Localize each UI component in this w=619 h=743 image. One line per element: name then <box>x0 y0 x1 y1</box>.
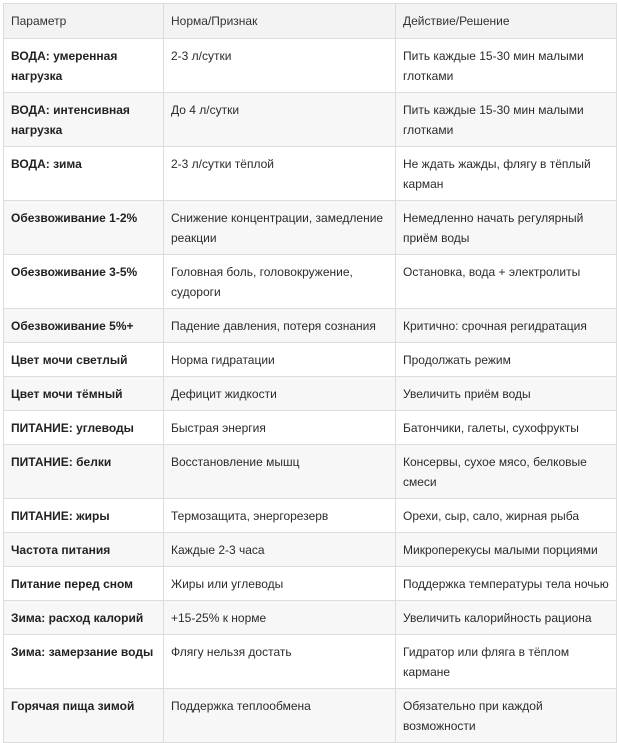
cell-parameter: ВОДА: интенсивная нагрузка <box>4 93 164 147</box>
cell-parameter: Частота питания <box>4 533 164 567</box>
cell-action: Пить каждые 15-30 мин малыми глотками <box>396 39 617 93</box>
cell-action: Гидратор или фляга в тёплом кармане <box>396 635 617 689</box>
table-row <box>4 201 617 255</box>
table-row <box>4 445 617 499</box>
cell-parameter: Обезвоживание 5%+ <box>4 309 164 343</box>
cell-norm: Головная боль, головокружение, судороги <box>164 255 396 309</box>
cell-parameter: ПИТАНИЕ: углеводы <box>4 411 164 445</box>
table-row <box>4 689 617 743</box>
cell-action: Орехи, сыр, сало, жирная рыба <box>396 499 617 533</box>
cell-parameter: Цвет мочи светлый <box>4 343 164 377</box>
cell-norm: Быстрая энергия <box>164 411 396 445</box>
cell-parameter: Цвет мочи тёмный <box>4 377 164 411</box>
table-row <box>4 255 617 309</box>
cell-parameter: Обезвоживание 3-5% <box>4 255 164 309</box>
cell-norm: Флягу нельзя достать <box>164 635 396 689</box>
cell-action: Увеличить приём воды <box>396 377 617 411</box>
cell-parameter: ВОДА: зима <box>4 147 164 201</box>
table-row <box>4 635 617 689</box>
table-row <box>4 601 617 635</box>
cell-action: Немедленно начать регулярный приём воды <box>396 201 617 255</box>
table-row <box>4 309 617 343</box>
table-header <box>4 4 617 39</box>
cell-action: Не ждать жажды, флягу в тёплый карман <box>396 147 617 201</box>
data-table <box>3 3 617 743</box>
cell-action: Обязательно при каждой возможности <box>396 689 617 743</box>
table-row <box>4 499 617 533</box>
cell-norm: Дефицит жидкости <box>164 377 396 411</box>
table-row <box>4 93 617 147</box>
cell-parameter: Зима: замерзание воды <box>4 635 164 689</box>
cell-norm: Каждые 2-3 часа <box>164 533 396 567</box>
cell-norm: Термозащита, энергорезерв <box>164 499 396 533</box>
cell-norm: До 4 л/сутки <box>164 93 396 147</box>
column-header-action: Действие/Решение <box>396 4 617 39</box>
cell-norm: Жиры или углеводы <box>164 567 396 601</box>
table-row <box>4 567 617 601</box>
cell-parameter: Горячая пища зимой <box>4 689 164 743</box>
cell-norm: Поддержка теплообмена <box>164 689 396 743</box>
cell-norm: 2-3 л/сутки <box>164 39 396 93</box>
cell-parameter: Питание перед сном <box>4 567 164 601</box>
table-row <box>4 411 617 445</box>
cell-parameter: ПИТАНИЕ: белки <box>4 445 164 499</box>
column-header-norm: Норма/Признак <box>164 4 396 39</box>
cell-action: Продолжать режим <box>396 343 617 377</box>
cell-action: Пить каждые 15-30 мин малыми глотками <box>396 93 617 147</box>
table-row <box>4 377 617 411</box>
header-row <box>4 4 617 39</box>
column-header-parameter: Параметр <box>4 4 164 39</box>
cell-norm: Норма гидратации <box>164 343 396 377</box>
cell-action: Увеличить калорийность рациона <box>396 601 617 635</box>
cell-norm: 2-3 л/сутки тёплой <box>164 147 396 201</box>
cell-action: Критично: срочная регидратация <box>396 309 617 343</box>
cell-parameter: Зима: расход калорий <box>4 601 164 635</box>
cell-norm: Падение давления, потеря сознания <box>164 309 396 343</box>
cell-parameter: ВОДА: умеренная нагрузка <box>4 39 164 93</box>
cell-parameter: ПИТАНИЕ: жиры <box>4 499 164 533</box>
table-body <box>4 39 617 743</box>
cell-action: Поддержка температуры тела ночью <box>396 567 617 601</box>
cell-norm: +15-25% к норме <box>164 601 396 635</box>
table-row <box>4 39 617 93</box>
cell-action: Консервы, сухое мясо, белковые смеси <box>396 445 617 499</box>
table-row <box>4 147 617 201</box>
cell-parameter: Обезвоживание 1-2% <box>4 201 164 255</box>
cell-norm: Восстановление мышц <box>164 445 396 499</box>
table-row <box>4 343 617 377</box>
cell-action: Микроперекусы малыми порциями <box>396 533 617 567</box>
cell-norm: Снижение концентрации, замедление реакции <box>164 201 396 255</box>
cell-action: Батончики, галеты, сухофрукты <box>396 411 617 445</box>
table-row <box>4 533 617 567</box>
cell-action: Остановка, вода + электролиты <box>396 255 617 309</box>
